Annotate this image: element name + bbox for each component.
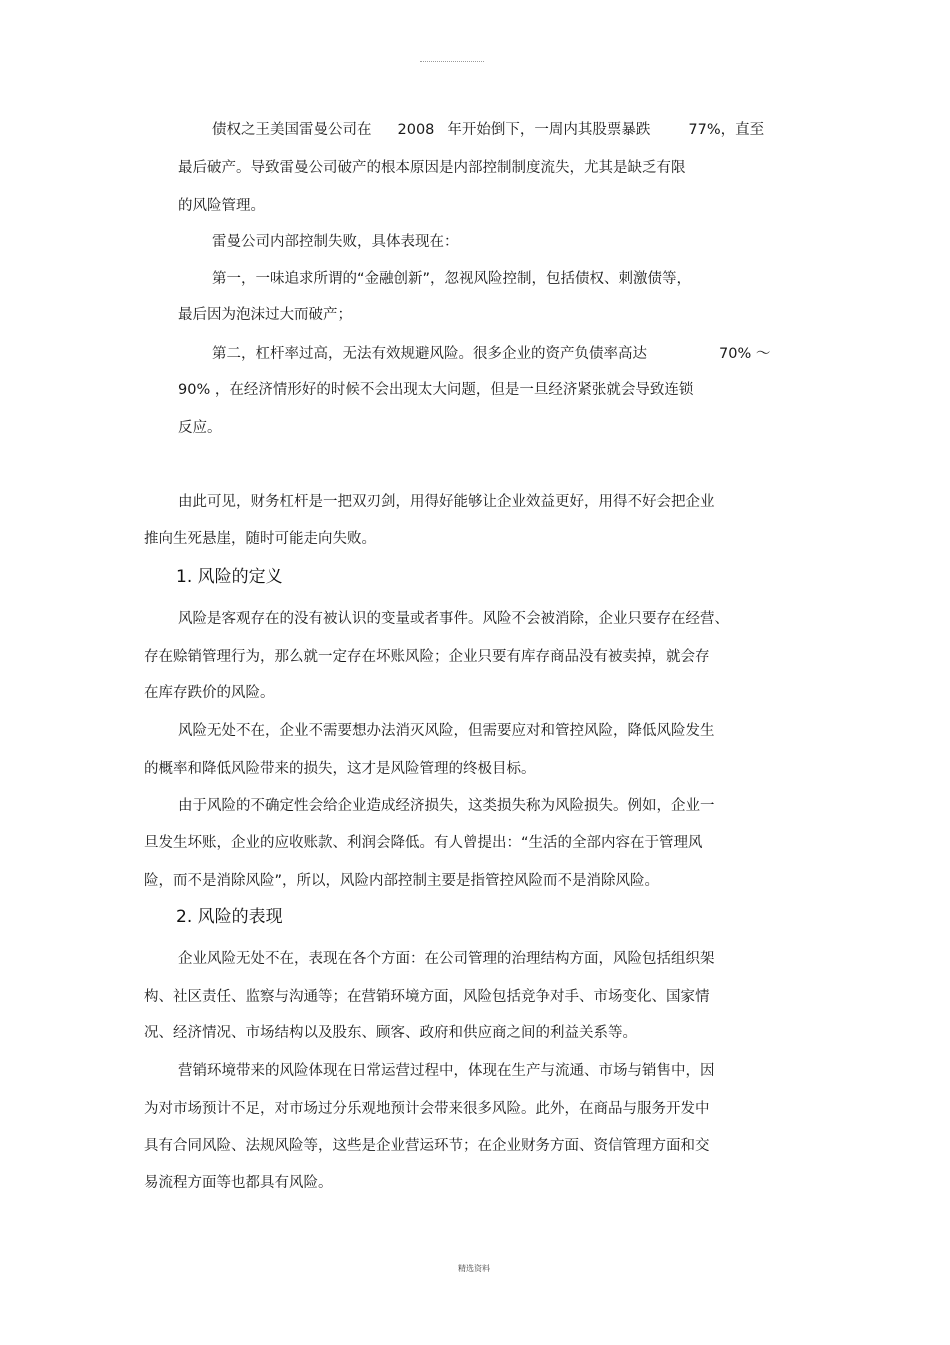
paragraph-line: 易流程方面等也都具有风险。 <box>144 1175 333 1191</box>
section-heading: 2. 风险的表现 <box>176 907 283 927</box>
paragraph-line: 风险是客观存在的没有被认识的变量或者事件。风险不会被消除，企业只要存在经营、 <box>178 611 729 627</box>
section-heading: 1. 风险的定义 <box>176 567 283 587</box>
paragraph-line: 构、社区责任、监察与沟通等；在营销环境方面，风险包括竞争对手、市场变化、国家情 <box>144 989 710 1005</box>
paragraph-line <box>212 121 764 139</box>
paragraph-line: 由此可见，财务杠杆是一把双刃剑，用得好能够让企业效益更好，用得不好会把企业 <box>178 494 715 510</box>
paragraph-line: 由于风险的不确定性会给企业造成经济损失，这类损失称为风险损失。例如，企业一 <box>178 798 715 814</box>
paragraph-line: 险，而不是消除风险”，所以，风险内部控制主要是指管控风险而不是消除风险。 <box>144 873 660 889</box>
paragraph-line: 最后因为泡沫过大而破产； <box>178 307 352 323</box>
header-dotted-rule <box>420 61 484 62</box>
paragraph-line: 反应。 <box>178 420 222 436</box>
text-run: 债权之王美国雷曼公司在 <box>212 122 372 138</box>
paragraph-line: 营销环境带来的风险体现在日常运营过程中，体现在生产与流通、市场与销售中，因 <box>178 1063 715 1079</box>
paragraph-line: 的风险管理。 <box>178 198 265 214</box>
percentage-value: 77% <box>688 122 721 138</box>
paragraph-line: 的概率和降低风险带来的损失，这才是风险管理的终极目标。 <box>144 761 536 777</box>
paragraph-line: 最后破产。导致雷曼公司破产的根本原因是内部控制制度流失，尤其是缺乏有限 <box>178 160 686 176</box>
year-number: 2008 <box>397 122 435 138</box>
paragraph-line: 况、经济情况、市场结构以及股东、顾客、政府和供应商之间的利益关系等。 <box>144 1025 637 1041</box>
paragraph-line: 风险无处不在，企业不需要想办法消灭风险，但需要应对和管控风险，降低风险发生 <box>178 723 715 739</box>
paragraph-line: 具有合同风险、法规风险等，这些是企业营运环节；在企业财务方面、资信管理方面和交 <box>144 1138 710 1154</box>
paragraph-line: 推向生死悬崖，随时可能走向失败。 <box>144 531 376 547</box>
percentage-range: 70% ～ <box>719 346 771 362</box>
paragraph-line: 在库存跌价的风险。 <box>144 685 275 701</box>
paragraph-line: 雷曼公司内部控制失败，具体表现在： <box>212 234 459 250</box>
text-run: ，直至 <box>720 122 765 138</box>
paragraph-line: 90% ，在经济情形好的时候不会出现太大问题，但是一旦经济紧张就会导致连锁 <box>178 382 694 398</box>
footer-label: 精选资料 <box>458 1264 490 1273</box>
paragraph-line: 企业风险无处不在，表现在各个方面：在公司管理的治理结构方面，风险包括组织架 <box>178 951 715 967</box>
paragraph-line: 为对市场预计不足，对市场过分乐观地预计会带来很多风险。此外，在商品与服务开发中 <box>144 1101 710 1117</box>
paragraph-line: 第一，一味追求所谓的“金融创新”，忽视风险控制，包括债权、刺激债等， <box>212 271 692 287</box>
paragraph-line: 第二，杠杆率过高，无法有效规避风险。很多企业的资产负债率高达 <box>212 346 647 362</box>
text-run: 年开始倒下，一周内其股票暴跌 <box>447 122 651 138</box>
paragraph-line: 旦发生坏账，企业的应收账款、利润会降低。有人曾提出：“生活的全部内容在于管理风 <box>144 835 703 851</box>
paragraph-line: 存在赊销管理行为，那么就一定存在坏账风险；企业只要有库存商品没有被卖掉，就会存 <box>144 649 710 665</box>
